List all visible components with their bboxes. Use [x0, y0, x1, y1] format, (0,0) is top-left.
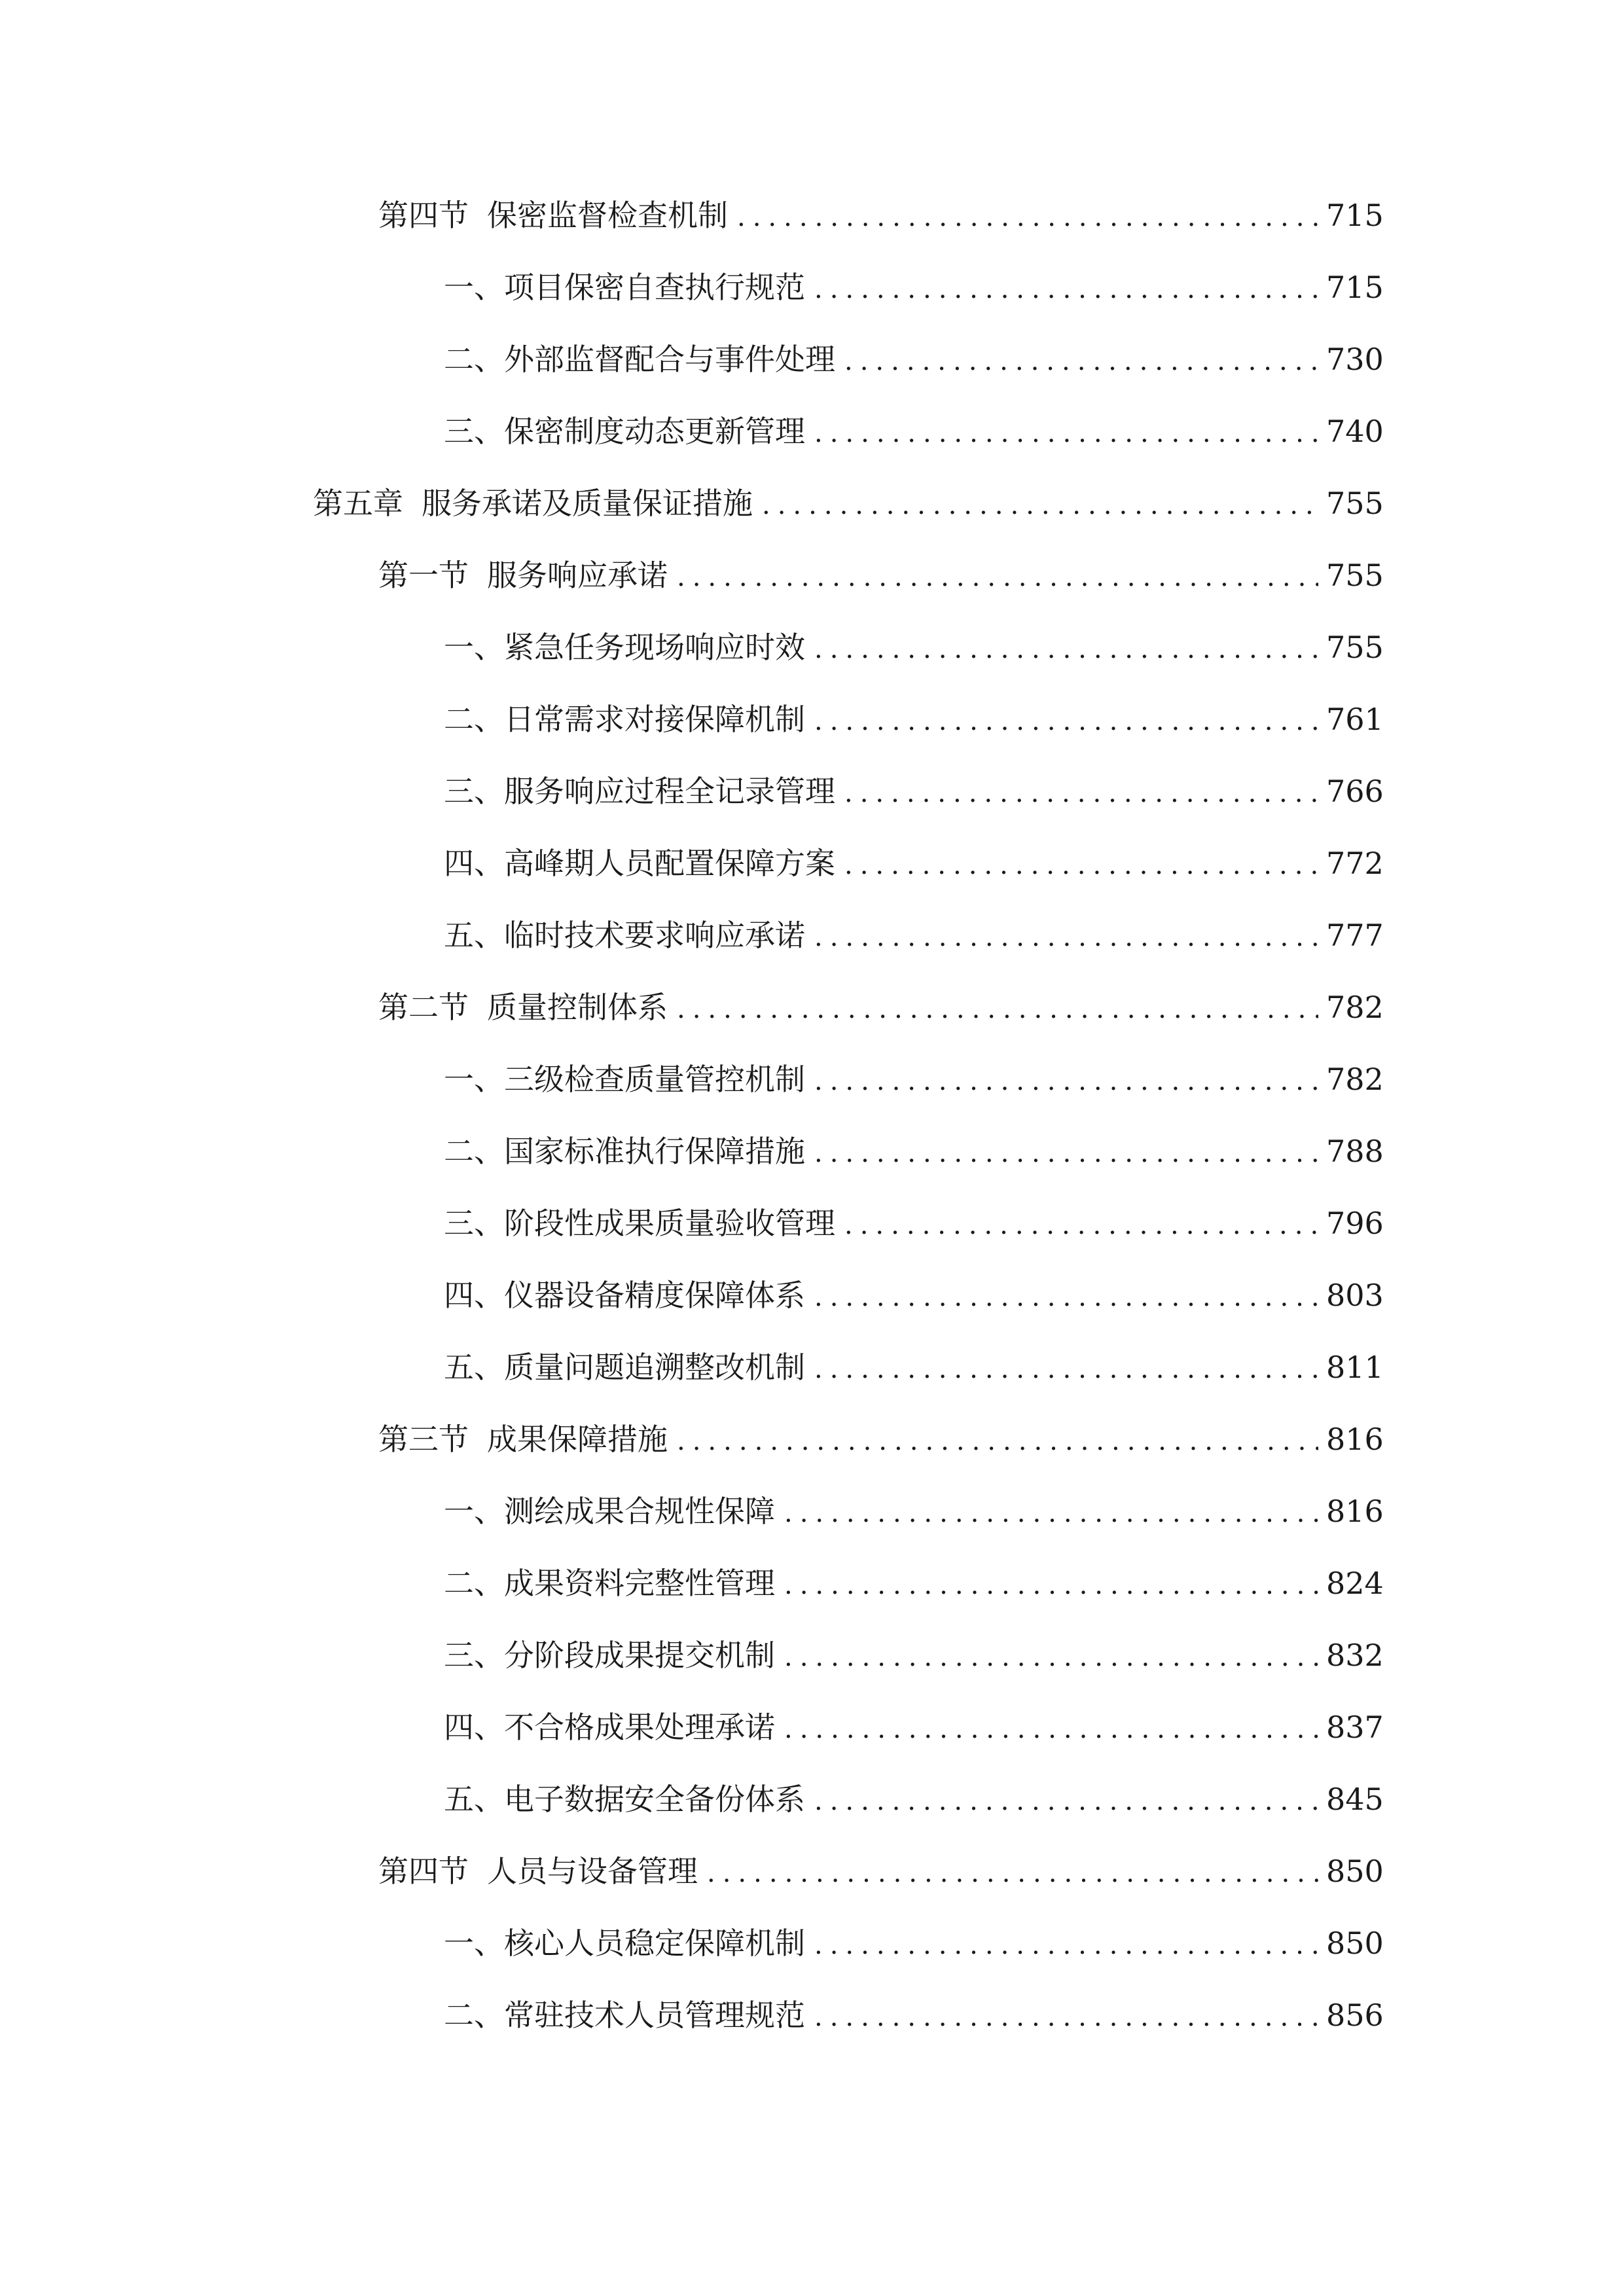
leader-dots	[844, 842, 1318, 888]
toc-entry[interactable]	[444, 1560, 1384, 1606]
toc-entry-page: 772	[1326, 846, 1384, 881]
toc-entry-title: 不合格成果处理承诺	[504, 1710, 775, 1745]
toc-entry[interactable]	[444, 264, 1384, 310]
toc-entry-number: 一、	[444, 1062, 504, 1097]
toc-entry-page: 715	[1326, 270, 1384, 305]
toc-entry-number: 三、	[444, 1206, 504, 1241]
toc-entry[interactable]	[444, 1056, 1384, 1102]
toc-entry-number: 四、	[444, 846, 504, 881]
toc-entry-title: 人员与设备管理	[487, 1854, 698, 1889]
toc-entry-page: 803	[1326, 1278, 1384, 1313]
toc-entry[interactable]	[444, 696, 1384, 742]
leader-dots	[814, 1922, 1318, 1968]
toc-entry-page: 740	[1326, 414, 1384, 449]
toc-entry[interactable]	[444, 1992, 1384, 2038]
leader-dots	[677, 554, 1318, 600]
toc-entry-page: 755	[1326, 558, 1384, 593]
toc-entry-number: 第二节	[378, 990, 469, 1025]
toc-entry[interactable]	[444, 1488, 1384, 1534]
toc-entry-page: 761	[1326, 702, 1384, 737]
toc-entry-number: 一、	[444, 1494, 504, 1529]
leader-dots	[784, 1562, 1318, 1608]
toc-entry-number: 一、	[444, 1926, 504, 1961]
toc-entry-title: 测绘成果合规性保障	[504, 1494, 775, 1529]
toc-entry[interactable]	[378, 192, 1384, 238]
toc-entry-title: 成果保障措施	[487, 1422, 668, 1457]
toc-entry-page: 811	[1326, 1350, 1384, 1385]
toc-entry-number: 第四节	[378, 1854, 469, 1889]
toc-entry-number: 三、	[444, 1638, 504, 1673]
toc-entry[interactable]	[378, 1416, 1384, 1462]
toc-entry-page: 824	[1326, 1566, 1384, 1601]
toc-entry-number: 二、	[444, 1134, 504, 1169]
toc-entry-number: 二、	[444, 1998, 504, 2033]
leader-dots	[677, 1418, 1318, 1464]
toc-entry-number: 第一节	[378, 558, 469, 593]
leader-dots	[814, 1058, 1318, 1104]
toc-entry[interactable]	[444, 912, 1384, 958]
toc-entry[interactable]	[444, 1704, 1384, 1750]
leader-dots	[814, 914, 1318, 960]
toc-entry[interactable]	[378, 1848, 1384, 1894]
toc-entry-page: 730	[1326, 342, 1384, 377]
leader-dots	[814, 1130, 1318, 1176]
toc-entry-page: 816	[1326, 1494, 1384, 1529]
toc-entry-title: 项目保密自查执行规范	[504, 270, 805, 305]
toc-entry-page: 755	[1326, 486, 1384, 521]
leader-dots	[844, 770, 1318, 816]
toc-entry-title: 国家标准执行保障措施	[504, 1134, 805, 1169]
toc-entry-number: 四、	[444, 1278, 504, 1313]
toc-entry-number: 第三节	[378, 1422, 469, 1457]
toc-entry-page: 850	[1326, 1926, 1384, 1961]
toc-entry[interactable]	[378, 984, 1384, 1030]
toc-entry-title: 质量控制体系	[487, 990, 668, 1025]
toc-entry-number: 三、	[444, 774, 504, 809]
toc-entry[interactable]	[444, 768, 1384, 814]
toc-entry[interactable]	[444, 1200, 1384, 1246]
toc-entry[interactable]	[444, 1920, 1384, 1966]
leader-dots	[707, 1850, 1318, 1896]
leader-dots	[784, 1490, 1318, 1536]
toc-entry-number: 二、	[444, 342, 504, 377]
leader-dots	[814, 410, 1318, 456]
toc-entry-page: 832	[1326, 1638, 1384, 1673]
toc-entry-number: 一、	[444, 630, 504, 665]
toc-entry-title: 阶段性成果质量验收管理	[504, 1206, 835, 1241]
toc-entry-title: 服务承诺及质量保证措施	[422, 486, 753, 521]
leader-dots	[784, 1634, 1318, 1680]
toc-entry[interactable]	[444, 1128, 1384, 1174]
toc-entry-title: 电子数据安全备份体系	[504, 1782, 805, 1817]
toc-entry-page: 755	[1326, 630, 1384, 665]
toc-entry[interactable]	[444, 840, 1384, 886]
toc-entry-title: 服务响应承诺	[487, 558, 668, 593]
toc-entry-title: 常驻技术人员管理规范	[504, 1998, 805, 2033]
leader-dots	[677, 986, 1318, 1032]
toc-entry-title: 高峰期人员配置保障方案	[504, 846, 835, 881]
toc-entry-number: 二、	[444, 702, 504, 737]
toc-entry-title: 核心人员稳定保障机制	[504, 1926, 805, 1961]
toc-entry[interactable]	[444, 624, 1384, 670]
toc-entry[interactable]	[378, 552, 1384, 598]
toc-entry-title: 临时技术要求响应承诺	[504, 918, 805, 953]
toc-entry-page: 782	[1326, 1062, 1384, 1097]
leader-dots	[814, 266, 1318, 312]
toc-entry-number: 第四节	[378, 198, 469, 233]
toc-entry[interactable]	[444, 1776, 1384, 1822]
toc-entry-page: 766	[1326, 774, 1384, 809]
toc-entry-number: 五、	[444, 918, 504, 953]
toc-entry-number: 二、	[444, 1566, 504, 1601]
toc-entry-number: 四、	[444, 1710, 504, 1745]
toc-entry[interactable]	[444, 1344, 1384, 1390]
toc-entry-number: 第五章	[313, 486, 403, 521]
toc-entry-page: 782	[1326, 990, 1384, 1025]
toc-entry-page: 788	[1326, 1134, 1384, 1169]
toc-entry-title: 成果资料完整性管理	[504, 1566, 775, 1601]
toc-entry-number: 五、	[444, 1782, 504, 1817]
toc-entry-page: 837	[1326, 1710, 1384, 1745]
toc-entry-page: 856	[1326, 1998, 1384, 2033]
toc-entry-page: 850	[1326, 1854, 1384, 1889]
leader-dots	[814, 1274, 1318, 1320]
toc-entry-title: 外部监督配合与事件处理	[504, 342, 835, 377]
leader-dots	[737, 194, 1318, 240]
toc-entry[interactable]	[444, 1272, 1384, 1318]
toc-entry-title: 紧急任务现场响应时效	[504, 630, 805, 665]
leader-dots	[814, 698, 1318, 744]
toc-entry-page: 715	[1326, 198, 1384, 233]
leader-dots	[784, 1706, 1318, 1752]
toc-entry-page: 796	[1326, 1206, 1384, 1241]
toc-entry-page: 845	[1326, 1782, 1384, 1817]
leader-dots	[844, 338, 1318, 384]
toc-entry[interactable]	[444, 1632, 1384, 1678]
leader-dots	[814, 1994, 1318, 2040]
toc-entry-title: 服务响应过程全记录管理	[504, 774, 835, 809]
toc-entry-title: 分阶段成果提交机制	[504, 1638, 775, 1673]
toc-entry-title: 日常需求对接保障机制	[504, 702, 805, 737]
toc-entry-title: 保密制度动态更新管理	[504, 414, 805, 449]
toc-entry-title: 仪器设备精度保障体系	[504, 1278, 805, 1313]
toc-entry-number: 一、	[444, 270, 504, 305]
toc-entry-title: 三级检查质量管控机制	[504, 1062, 805, 1097]
leader-dots	[814, 1778, 1318, 1824]
leader-dots	[844, 1202, 1318, 1248]
toc-entry-page: 777	[1326, 918, 1384, 953]
leader-dots	[814, 1346, 1318, 1392]
leader-dots	[762, 482, 1318, 528]
leader-dots	[814, 626, 1318, 672]
toc-entry-number: 三、	[444, 414, 504, 449]
toc-entry-page: 816	[1326, 1422, 1384, 1457]
toc-entry-number: 五、	[444, 1350, 504, 1385]
toc-entry-title: 保密监督检查机制	[487, 198, 728, 233]
toc-entry[interactable]	[444, 408, 1384, 454]
toc-entry-title: 质量问题追溯整改机制	[504, 1350, 805, 1385]
toc-entry[interactable]	[444, 336, 1384, 382]
toc-entry[interactable]	[313, 480, 1384, 526]
